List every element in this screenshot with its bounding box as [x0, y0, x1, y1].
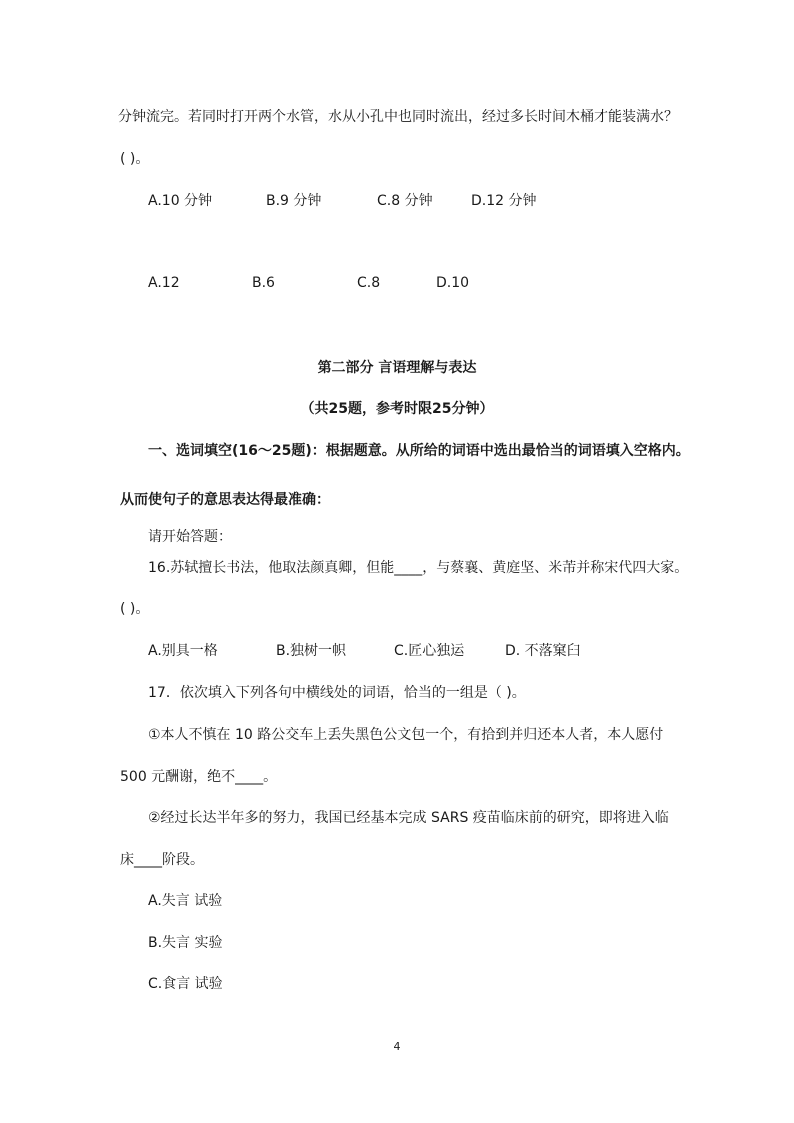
part2-instruction-line2: 从而使句子的意思表达得最准确： — [120, 492, 330, 508]
q15-option-d: D.12 分钟 — [471, 193, 537, 209]
q16-option-b: B.独树一帜 — [276, 643, 347, 659]
prev-option-b: B.6 — [252, 275, 275, 291]
page-number: 4 — [393, 1040, 401, 1053]
prev-option-d: D.10 — [436, 275, 470, 291]
part2-subtitle: （共25题，参考时限25分钟） — [300, 401, 494, 417]
q17-text: 17．依次填入下列各句中横线处的词语，恰当的一组是（ )。 — [148, 685, 526, 701]
q16-option-c: C.匠心独运 — [394, 643, 465, 659]
q15-option-b: B.9 分钟 — [266, 193, 322, 209]
q15-option-a: A.10 分钟 — [148, 193, 213, 209]
q15-option-c: C.8 分钟 — [377, 193, 433, 209]
q17-sentence1-line2: 500 元酬谢，绝不____。 — [120, 769, 278, 785]
prev-option-a: A.12 — [148, 275, 180, 291]
q17-sentence1-line1: ①本人不慎在 10 路公交车上丢失黑色公文包一个，有拾到并归还本人者，本人愿付 — [148, 727, 664, 743]
q15-blank: ( )。 — [120, 151, 150, 167]
part2-title: 第二部分 言语理解与表达 — [317, 360, 477, 376]
q17-option-c: C.食言 试验 — [148, 976, 223, 992]
q17-sentence2-line1: ②经过长达半年多的努力，我国已经基本完成 SARS 疫苗临床前的研究，即将进入临 — [148, 810, 669, 826]
q16-blank: ( )。 — [120, 601, 150, 617]
start-prompt: 请开始答题： — [148, 529, 232, 545]
q16-text: 16.苏轼擅长书法，他取法颜真卿，但能____，与蔡襄、黄庭坚、米芾并称宋代四大家。 — [148, 560, 689, 576]
q16-option-a: A.别具一格 — [148, 643, 218, 659]
q17-option-b: B.失言 实验 — [148, 935, 223, 951]
part2-instruction-line1: 一、选词填空(16～25题)：根据题意。从所给的词语中选出最恰当的词语填入空格内。 — [148, 443, 690, 459]
q15-text-line1: 分钟流完。若同时打开两个水管，水从小孔中也同时流出，经过多长时间木桶才能装满水？ — [118, 109, 678, 125]
q16-option-d: D. 不落窠臼 — [505, 643, 581, 659]
prev-option-c: C.8 — [357, 275, 381, 291]
q17-option-a: A.失言 试验 — [148, 893, 223, 909]
q17-sentence2-line2: 床____阶段。 — [120, 852, 204, 868]
